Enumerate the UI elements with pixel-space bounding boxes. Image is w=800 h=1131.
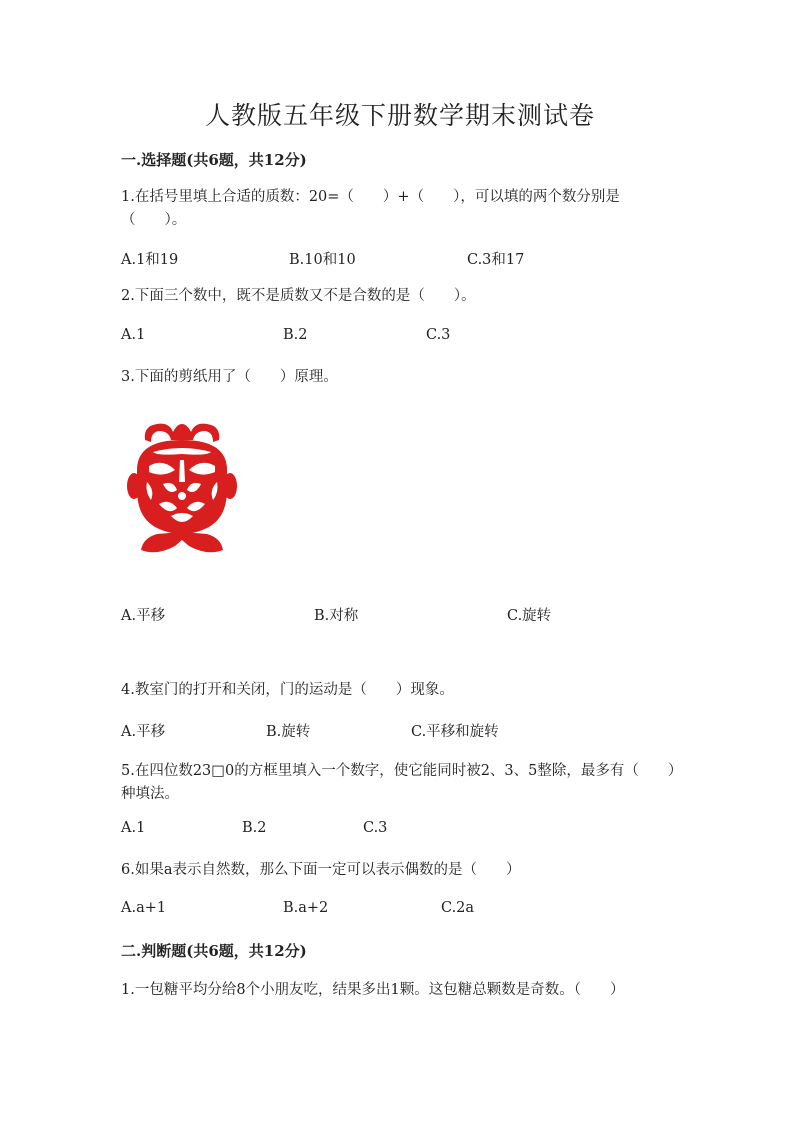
option-b: B.旋转 xyxy=(266,724,311,740)
options-q1 xyxy=(121,248,681,270)
option-b: B.对称 xyxy=(314,608,359,624)
options-q6 xyxy=(121,900,681,922)
option-c: C.3 xyxy=(426,327,451,343)
question-5: 5.在四位数23□0的方框里填入一个数字，使它能同时被2、3、5整除，最多有（ ）种填法。 xyxy=(121,763,676,802)
option-c: C.平移和旋转 xyxy=(411,724,499,740)
question-2: 2.下面三个数中，既不是质数又不是合数的是（ ）。 xyxy=(121,288,476,304)
option-c: C.3和17 xyxy=(467,252,525,268)
question-6: 6.如果a表示自然数，那么下面一定可以表示偶数的是（ ） xyxy=(121,862,521,878)
option-a: A.1 xyxy=(121,327,146,343)
question-4: 4.教室门的打开和关闭，门的运动是（ ）现象。 xyxy=(121,682,454,698)
option-b: B.2 xyxy=(283,327,308,343)
options-q4 xyxy=(121,720,681,742)
option-b: B.a+2 xyxy=(283,900,329,916)
option-c: C.旋转 xyxy=(507,608,552,624)
judgement-question-1: 1.一包糖平均分给8个小朋友吃，结果多出1颗。这包糖总颗数是奇数。（ ） xyxy=(121,982,625,998)
option-a: A.1和19 xyxy=(121,252,179,268)
option-a: A.a+1 xyxy=(121,900,167,916)
paper-cut-mask-icon xyxy=(123,420,241,558)
option-c: C.3 xyxy=(363,820,388,836)
option-a: A.平移 xyxy=(121,724,166,740)
section-heading-judgement: 二.判断题(共6题，共12分) xyxy=(121,942,307,960)
option-b: B.2 xyxy=(242,820,267,836)
page-title: 人教版五年级下册数学期末测试卷 xyxy=(204,101,595,130)
options-q3 xyxy=(121,604,681,626)
options-q2 xyxy=(121,327,681,349)
section-heading-choice: 一.选择题(共6题，共12分) xyxy=(121,151,307,169)
options-q5 xyxy=(121,820,681,842)
option-b: B.10和10 xyxy=(289,252,356,268)
option-c: C.2a xyxy=(441,900,475,916)
option-a: A.1 xyxy=(121,820,146,836)
question-3: 3.下面的剪纸用了（ ）原理。 xyxy=(121,369,338,385)
option-a: A.平移 xyxy=(121,608,166,624)
question-1: 1.在括号里填上合适的质数：20=（ ）+（ ），可以填的两个数分别是（ ）。 xyxy=(121,189,620,228)
